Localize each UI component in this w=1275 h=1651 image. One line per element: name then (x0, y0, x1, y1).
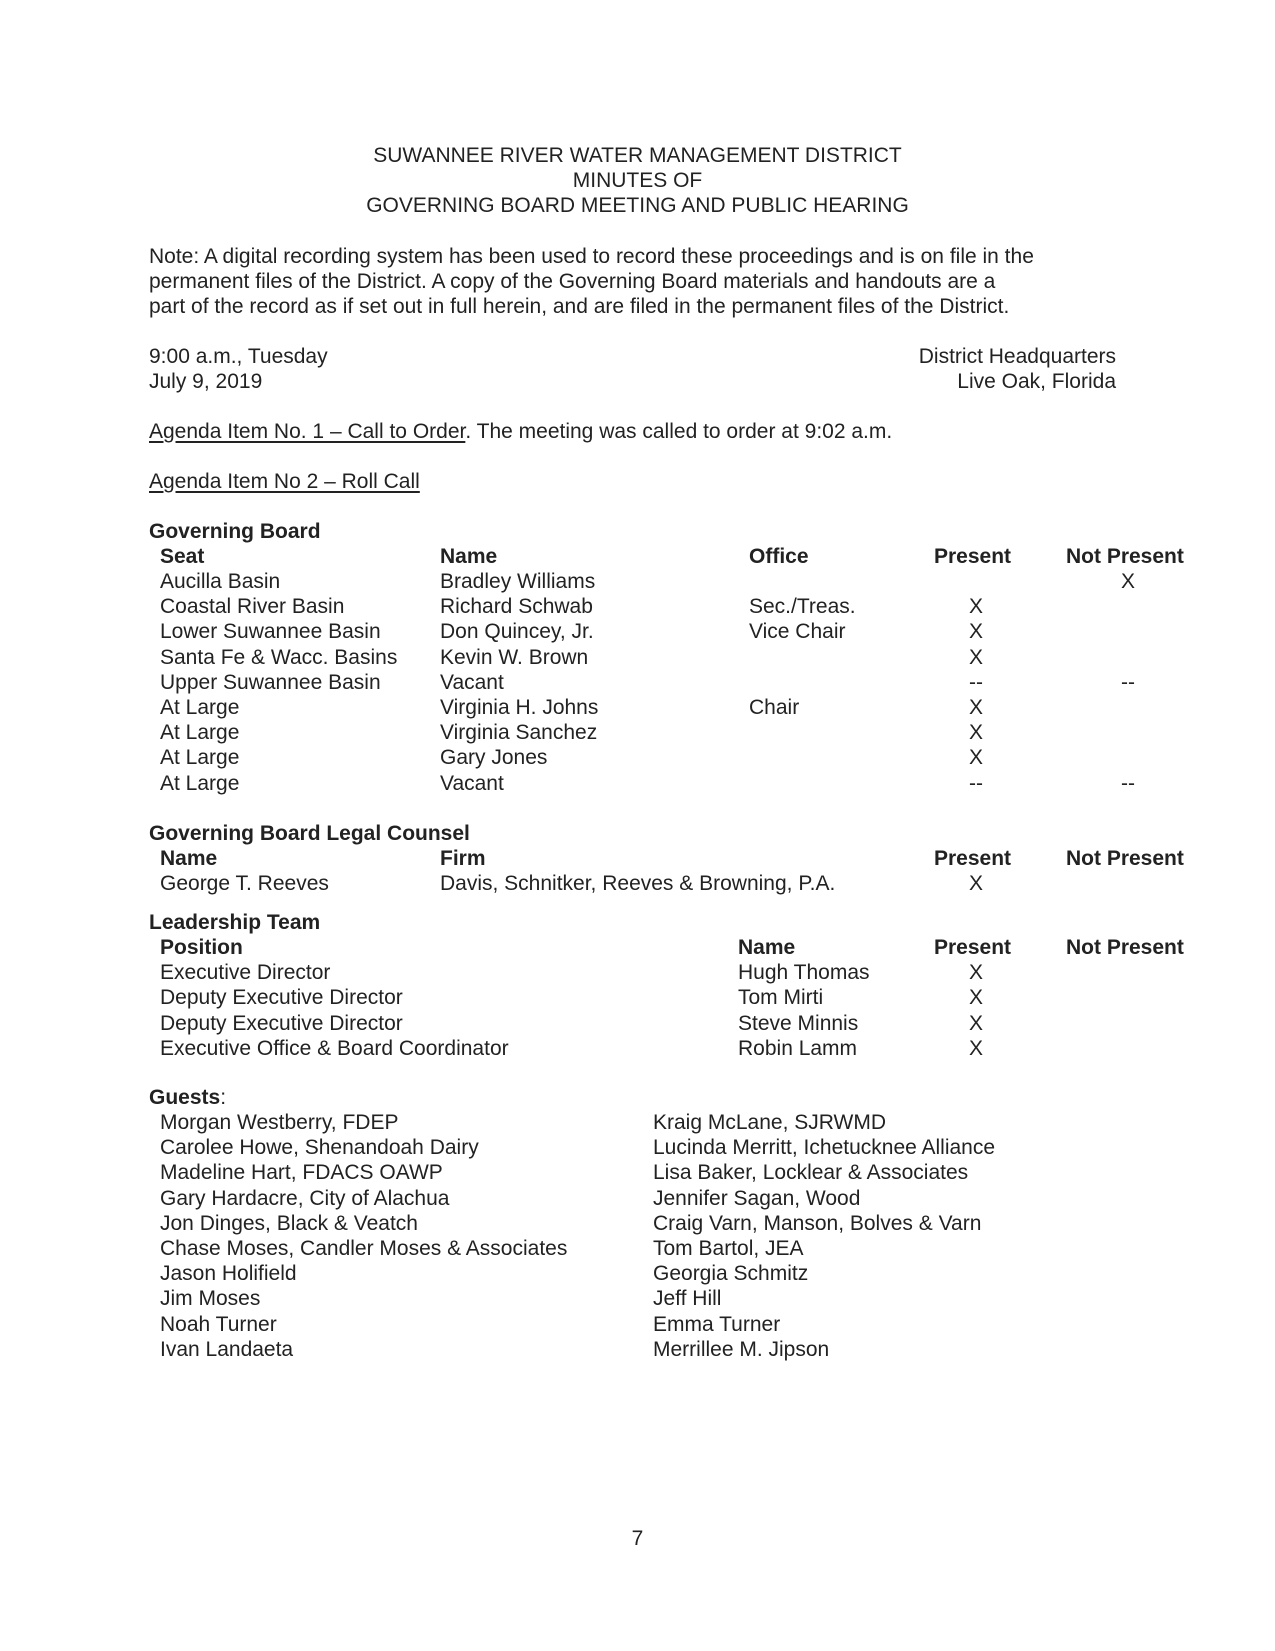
counsel-firm: Davis, Schnitker, Reeves & Browning, P.A. (440, 872, 836, 895)
district-title: SUWANNEE RIVER WATER MANAGEMENT DISTRICT (373, 144, 902, 167)
guest-left-item: Chase Moses, Candler Moses & Associates (160, 1237, 568, 1260)
leadership-row-name: Robin Lamm (738, 1036, 858, 1060)
guest-right-item: Jennifer Sagan, Wood (653, 1186, 861, 1210)
meeting-time: 9:00 a.m., Tuesday (149, 345, 328, 368)
note-line-2: permanent files of the District. A copy of the Governing Board materials and handouts are a (149, 270, 996, 293)
board-col-not-present: Not Present (1066, 545, 1184, 568)
leadership-row-name: Tom Mirti (738, 986, 824, 1010)
guest-right-item: Craig Varn, Manson, Bolves & Varn (653, 1211, 982, 1235)
note-line-1: Note: A digital recording system has been used to record these proceedings and is on file in the (149, 245, 1034, 268)
leadership-row-position: Executive Office & Board Coordinator (160, 1036, 509, 1060)
board-row-office: Chair (749, 696, 800, 719)
board-col-present: Present (934, 545, 1012, 568)
guest-right-item: Jeff Hill (653, 1287, 722, 1311)
guests-heading-label: Guests (149, 1086, 221, 1109)
board-row-seat: Aucilla Basin (160, 570, 281, 593)
meeting-date: July 9, 2019 (149, 370, 263, 393)
board-row-present: X (968, 620, 983, 644)
leadership-row-present: X (968, 961, 983, 984)
guest-left-item: Carolee Howe, Shenandoah Dairy (160, 1136, 479, 1160)
board-row-seat: Santa Fe & Wacc. Basins (160, 645, 398, 669)
board-row-not-present: -- (1121, 670, 1135, 694)
governing-board-heading: Governing Board (149, 520, 321, 543)
page-number: 7 (631, 1527, 644, 1550)
leadership-row-name: Hugh Thomas (738, 961, 870, 984)
counsel-present-mark: X (968, 872, 983, 895)
counsel-name: George T. Reeves (160, 872, 329, 895)
note-line-3: part of the record as if set out in full herein, and are filed in the permanent files of the District. (149, 295, 1010, 318)
guest-right-item: Emma Turner (653, 1312, 781, 1336)
leadership-row-position: Deputy Executive Director (160, 1011, 403, 1035)
leadership-col-name: Name (738, 936, 796, 959)
guests-heading-colon: : (220, 1086, 227, 1109)
board-row-name: Bradley Williams (440, 570, 596, 593)
board-row-present: X (968, 645, 983, 669)
agenda-item-1 (149, 419, 892, 445)
board-col-seat: Seat (160, 545, 205, 568)
leadership-row-present: X (968, 1011, 983, 1035)
board-row-present: -- (969, 670, 983, 694)
board-row-name: Richard Schwab (440, 595, 593, 619)
board-row-name: Gary Jones (440, 746, 548, 770)
guest-left-item: Jim Moses (160, 1287, 261, 1311)
guest-left-item: Jon Dinges, Black & Veatch (160, 1211, 418, 1235)
leadership-row-position: Deputy Executive Director (160, 986, 403, 1010)
board-row-present: -- (969, 771, 983, 795)
board-row-not-present: -- (1121, 771, 1135, 795)
meeting-title: GOVERNING BOARD MEETING AND PUBLIC HEARING (366, 194, 909, 217)
board-row-name: Virginia Sanchez (440, 721, 598, 745)
board-row-present: X (968, 696, 983, 719)
guest-left-item: Jason Holifield (160, 1262, 297, 1286)
board-row-not-present: X (1120, 570, 1135, 593)
meeting-location-1: District Headquarters (918, 345, 1116, 368)
leadership-row-name: Steve Minnis (738, 1011, 859, 1035)
guest-right-item: Merrillee M. Jipson (653, 1337, 830, 1361)
agenda-item-1-text: . The meeting was called to order at 9:02 a.m. (465, 420, 893, 443)
leadership-team-heading: Leadership Team (149, 911, 321, 934)
agenda-item-1-title: Agenda Item No. 1 – Call to Order (149, 420, 466, 443)
board-row-seat: At Large (160, 771, 240, 795)
guest-right-item: Kraig McLane, SJRWMD (653, 1111, 887, 1134)
board-row-office: Sec./Treas. (749, 595, 856, 619)
board-row-seat: At Large (160, 721, 240, 745)
counsel-col-firm: Firm (440, 847, 486, 870)
guests-heading (149, 1085, 226, 1111)
board-row-present: X (968, 746, 983, 770)
guest-left-item: Gary Hardacre, City of Alachua (160, 1186, 450, 1210)
board-row-seat: At Large (160, 696, 240, 719)
agenda-item-2-title: Agenda Item No 2 – Roll Call (149, 470, 420, 493)
board-row-name: Kevin W. Brown (440, 645, 589, 669)
counsel-col-not-present: Not Present (1066, 847, 1184, 870)
minutes-of-title: MINUTES OF (572, 169, 703, 192)
board-row-name: Vacant (440, 771, 504, 795)
guest-left-item: Madeline Hart, FDACS OAWP (160, 1161, 443, 1185)
board-row-seat: At Large (160, 746, 240, 770)
guest-left-item: Ivan Landaeta (160, 1337, 294, 1361)
leadership-row-position: Executive Director (160, 961, 331, 984)
leadership-row-present: X (968, 1036, 983, 1060)
counsel-col-name: Name (160, 847, 218, 870)
board-row-seat: Coastal River Basin (160, 595, 345, 619)
leadership-col-present: Present (934, 936, 1012, 959)
board-col-name: Name (440, 545, 498, 568)
meeting-location-2: Live Oak, Florida (957, 370, 1116, 393)
board-row-seat: Lower Suwannee Basin (160, 620, 381, 644)
board-row-office: Vice Chair (749, 620, 846, 644)
guest-right-item: Georgia Schmitz (653, 1262, 809, 1286)
counsel-col-present: Present (934, 847, 1012, 870)
leadership-row-present: X (968, 986, 983, 1010)
guest-left-item: Morgan Westberry, FDEP (160, 1111, 399, 1134)
board-row-name: Vacant (440, 670, 504, 694)
leadership-col-position: Position (160, 936, 243, 959)
leadership-col-not-present: Not Present (1066, 936, 1184, 959)
board-row-name: Don Quincey, Jr. (440, 620, 594, 644)
guest-right-item: Lisa Baker, Locklear & Associates (653, 1161, 969, 1185)
legal-counsel-heading: Governing Board Legal Counsel (149, 822, 470, 845)
board-row-present: X (968, 721, 983, 745)
board-row-present: X (968, 595, 983, 619)
board-row-seat: Upper Suwannee Basin (160, 670, 381, 694)
guest-right-item: Tom Bartol, JEA (653, 1237, 804, 1260)
board-col-office: Office (749, 545, 809, 568)
guest-left-item: Noah Turner (160, 1312, 277, 1336)
board-row-name: Virginia H. Johns (440, 696, 599, 719)
guest-right-item: Lucinda Merritt, Ichetucknee Alliance (653, 1136, 996, 1160)
